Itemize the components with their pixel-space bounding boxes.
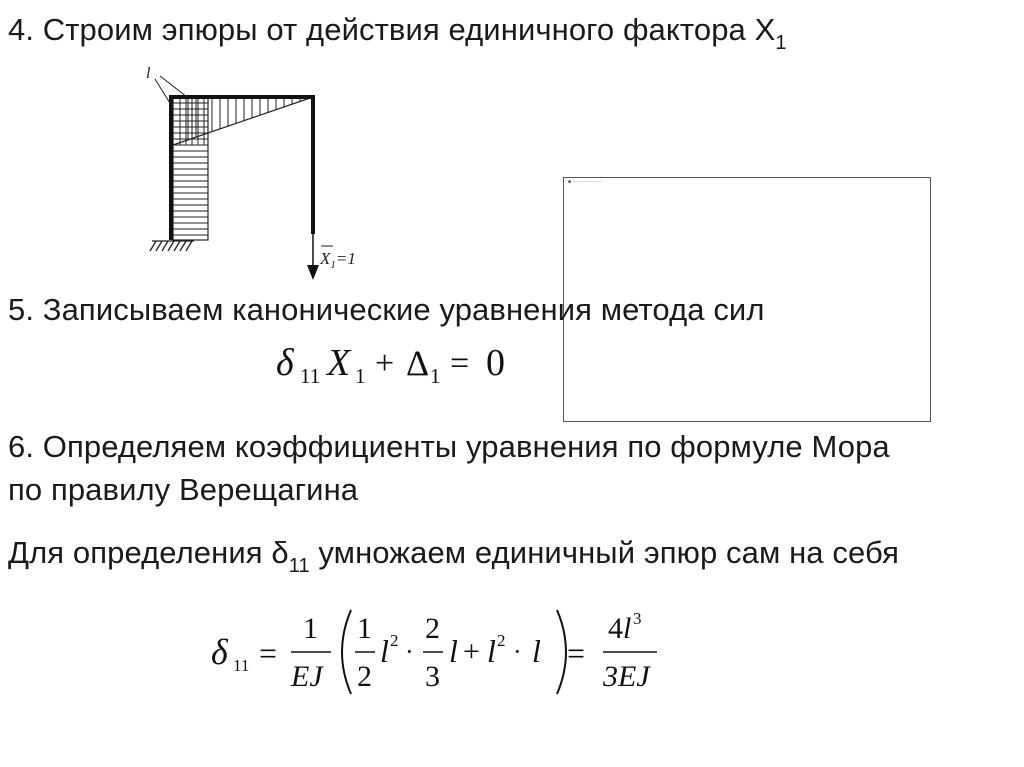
eq2-3EJ: 3EJ <box>603 660 650 693</box>
delta-sentence-start: Для определения δ <box>8 535 289 570</box>
eq2-three: 3 <box>425 660 440 693</box>
delta-definition-sentence <box>8 535 900 577</box>
delta-sentence-subscript: 11 <box>288 555 310 577</box>
step-6-heading-line-2: по правилу Верещагина <box>8 472 359 507</box>
eq2-cube: 3 <box>633 609 642 628</box>
force-value: =1 <box>335 249 356 268</box>
step-4-text: 4. Строим эпюры от действия единичного фактора X <box>8 12 776 47</box>
left-column-moment-hatch <box>173 103 208 235</box>
eq1-delta-sub: 11 <box>300 364 321 388</box>
eq2-equals-2: = <box>567 635 586 671</box>
embedded-object-caption: ■ ···· ········ ···· <box>568 179 602 185</box>
eq2-dot-1: · <box>405 637 414 666</box>
step-4-heading <box>8 12 787 54</box>
unit-force-arrow <box>307 234 319 280</box>
eq2-dot-2: · <box>513 637 522 666</box>
eq2-l-4: l <box>532 633 541 669</box>
eq1-delta: δ <box>276 342 294 384</box>
eq1-x-sub: 1 <box>355 364 366 388</box>
eq1-Delta: Δ <box>406 343 430 383</box>
eq2-four: 4 <box>608 612 623 645</box>
step-6-heading-line-1: 6. Определяем коэффициенты уравнения по формуле Мора <box>8 429 890 464</box>
eq1-Delta-sub: 1 <box>430 364 441 388</box>
eq2-sq-1: 2 <box>390 631 399 650</box>
eq1-x: X <box>327 342 351 384</box>
eq2-equals-1: = <box>259 635 278 671</box>
eq2-l-3: l <box>487 633 496 669</box>
eq2-sq-2: 2 <box>497 631 506 650</box>
eq1-zero: 0 <box>486 342 505 384</box>
eq2-delta-sub: 11 <box>233 656 250 675</box>
vereshchagin-formula <box>205 602 675 702</box>
eq2-half-den: 2 <box>357 660 372 693</box>
eq2-l-5: l <box>623 612 632 645</box>
frame-moment-diagram <box>140 62 380 287</box>
eq2-EJ: EJ <box>291 660 323 693</box>
step-4-subscript: 1 <box>775 32 787 54</box>
frame-members <box>169 95 315 240</box>
force-label: X <box>320 249 331 268</box>
eq2-plus: + <box>463 635 480 668</box>
step-5-heading: 5. Записываем канонические уравнения метода сил <box>8 292 765 327</box>
eq2-l-1: l <box>380 633 389 669</box>
eq2-half-num: 1 <box>357 612 372 645</box>
fixed-support <box>150 241 194 251</box>
eq1-equals: = <box>450 345 470 382</box>
canonical-equation <box>270 333 530 393</box>
eq2-delta: δ <box>211 632 228 672</box>
svg-text:X1=1 <box>319 249 356 271</box>
length-label: l <box>146 65 151 82</box>
delta-sentence-end: умножаем единичный эпюр сам на себя <box>309 535 900 570</box>
eq2-l-2: l <box>449 633 458 669</box>
eq2-two: 2 <box>425 612 440 645</box>
force-subscript: 1 <box>330 259 336 271</box>
eq1-plus: + <box>375 345 395 382</box>
eq2-one: 1 <box>303 612 318 645</box>
